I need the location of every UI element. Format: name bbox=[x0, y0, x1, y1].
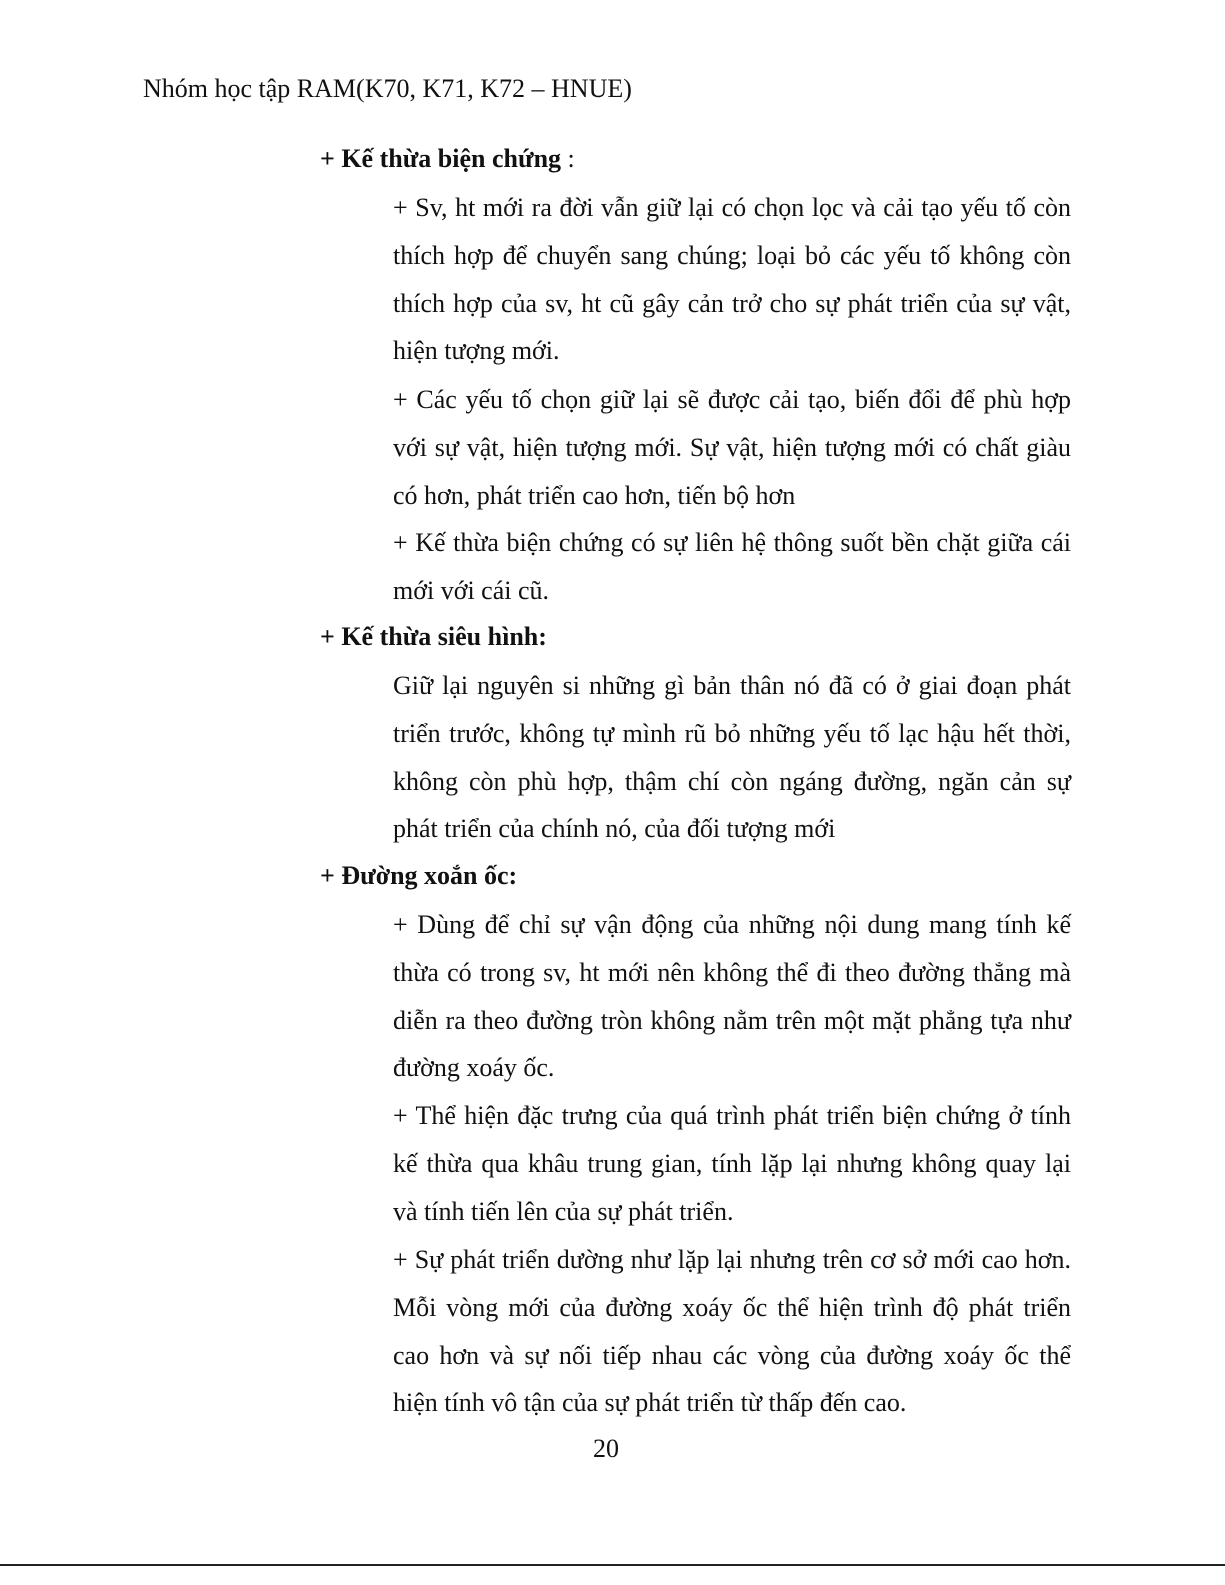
section-heading-text: + Đường xoắn ốc: bbox=[320, 861, 518, 890]
paragraph: + Dùng để chỉ sự vận động của những nội dung mang tính kế thừa có trong sv, ht mới nên không thể đi theo đường thẳng mà diễn ra theo đường tròn không nằm trên một mặt phẳng tựa như đường xoáy ốc. bbox=[393, 910, 1071, 1083]
section-heading-suffix: : bbox=[561, 144, 575, 173]
section-heading-metaphysical-inheritance bbox=[320, 619, 547, 655]
bottom-divider bbox=[0, 1564, 1225, 1566]
paragraph: + Các yếu tố chọn giữ lại sẽ được cải tạo, biến đổi để phù hợp với sự vật, hiện tượng mới. Sự vật, hiện tượng mới có chất giàu có hơn, phát triển cao hơn, tiến bộ hơn bbox=[393, 385, 1071, 510]
section-heading-dialectical-inheritance bbox=[320, 141, 575, 177]
section-heading-text: + Kế thừa siêu hình: bbox=[320, 622, 547, 651]
page-header: Nhóm học tập RAM(K70, K71, K72 – HNUE) bbox=[143, 74, 632, 103]
paragraph: + Thể hiện đặc trưng của quá trình phát triển biện chứng ở tính kế thừa qua khâu trung gian, tính lặp lại nhưng không quay lại và tính tiến lên của sự phát triển. bbox=[393, 1101, 1071, 1226]
paragraph: + Sv, ht mới ra đời vẫn giữ lại có chọn lọc và cải tạo yếu tố còn thích hợp để chuyển sang chúng; loại bỏ các yếu tố không còn thích hợp của sv, ht cũ gây cản trở cho sự phát triển của sự vật, hiện tượng mới. bbox=[393, 193, 1071, 366]
paragraph: + Sự phát triển dường như lặp lại nhưng trên cơ sở mới cao hơn. Mỗi vòng mới của đường xoáy ốc thể hiện trình độ phát triển cao hơn và sự nối tiếp nhau các vòng của đường xoáy ốc thể hiện tính vô tận của sự phát triển từ thấp đến cao. bbox=[393, 1245, 1071, 1418]
page-number: 20 bbox=[593, 1434, 619, 1463]
section-heading-spiral bbox=[320, 858, 517, 894]
paragraph: + Kế thừa biện chứng có sự liên hệ thông suốt bền chặt giữa cái mới với cái cũ. bbox=[393, 528, 1071, 605]
paragraph: Giữ lại nguyên si những gì bản thân nó đã có ở giai đoạn phát triển trước, không tự mình rũ bỏ những yếu tố lạc hậu hết thời, không còn phù hợp, thậm chí còn ngáng đường, ngăn cản sự phát triển của chính nó, của đối tượng mới bbox=[393, 671, 1071, 844]
section-heading-text: + Kế thừa biện chứng bbox=[320, 144, 562, 173]
